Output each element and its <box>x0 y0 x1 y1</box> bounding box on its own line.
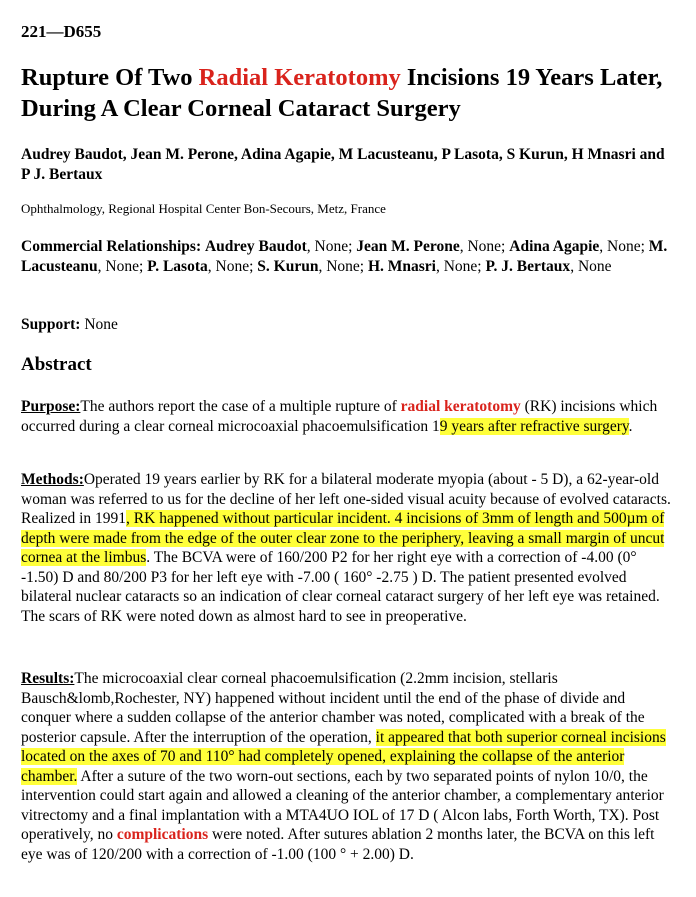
methods-paragraph <box>21 470 676 626</box>
cr-name: Audrey Baudot <box>204 238 307 255</box>
support-line <box>21 316 118 334</box>
support-label: Support: <box>21 316 81 333</box>
purpose-text: The authors report the case of a multiple rupture of <box>80 398 401 415</box>
cr-value: , None <box>570 258 612 275</box>
author-list: Audrey Baudot, Jean M. Perone, Adina Agapie, M Lacusteanu, P Lasota, S Kurun, H Mnasri and P J. Bertaux <box>21 146 665 183</box>
results-highlight: it appeared that both superior corneal incisions located on the axes of 70 and 110° had completely opened, explaining the collapse of the anterior chamber. <box>21 728 666 785</box>
cr-value: , None; <box>306 238 357 255</box>
commercial-label: Commercial Relationships: <box>21 238 202 255</box>
methods-text: . The BCVA were of 160/200 P2 for her right eye with a correction of -4.00 (0° -1.50) D and 80/200 P3 for her left eye with -7.00 ( 160° -2.75 ) D. The patient presented evolved bilateral nuclear cataracts so an indication of clear corneal cataract surgery of her left eye was retained. The scars of RK were noted down as almost hard to see in preoperative. <box>21 549 660 625</box>
purpose-text: . <box>628 417 633 435</box>
purpose-paragraph <box>21 397 676 436</box>
results-keyword: complications <box>116 826 209 843</box>
methods-label: Methods: <box>21 471 84 488</box>
support-value: None <box>80 316 118 333</box>
affiliation: Ophthalmology, Regional Hospital Center Bon-Secours, Metz, France <box>21 201 386 216</box>
abstract-heading: Abstract <box>21 354 92 375</box>
results-paragraph <box>21 669 676 864</box>
cr-value: , None; <box>97 258 148 275</box>
title-post: Incisions 19 Years Later, During A Clear Corneal Cataract Surgery <box>21 64 663 122</box>
cr-name: H. Mnasri <box>367 258 436 275</box>
cr-name: P. Lasota <box>147 258 208 275</box>
cr-name: M. Lacusteanu <box>21 238 668 275</box>
purpose-label: Purpose: <box>21 398 81 415</box>
cr-value: , None; <box>599 238 649 255</box>
commercial-relationships <box>21 237 673 277</box>
cr-name: Jean M. Perone <box>356 238 460 255</box>
paper-title <box>21 62 671 124</box>
results-text: were noted. After sutures ablation 2 months later, the BCVA on this left eye was of 120/200 with a correction of -1.00 (100 ° + 2.00) D. <box>21 826 655 863</box>
cr-name: S. Kurun <box>257 258 319 275</box>
title-pre: Rupture Of Two <box>21 64 199 91</box>
cr-name: Adina Agapie <box>509 238 600 255</box>
methods-text: Operated 19 years earlier by RK for a bilateral moderate myopia (about - 5 D), a 62-year-old woman was referred to us for the decline of her left one-sided visual acuity because of evolved cataracts. Realized in 1991 <box>21 471 671 527</box>
cr-value: , None; <box>435 258 486 275</box>
cr-value: , None; <box>459 238 510 255</box>
purpose-text: (RK) incisions which occurred during a clear corneal microcoaxial phacoemulsification 1 <box>21 398 658 435</box>
purpose-keyword: radial keratotomy <box>400 398 521 415</box>
results-label: Results: <box>21 670 75 687</box>
abstract-code: 221—D655 <box>21 22 102 41</box>
title-highlight: Radial Keratotomy <box>198 64 401 91</box>
cr-value: , None; <box>318 258 368 275</box>
results-text: The microcoaxial clear corneal phacoemulsification (2.2mm incision, stellaris Bausch&lomb,Rochester, NY) happened without incident until the end of the phase of divide and conquer where a sudden collapse of the anterior chamber was noted, complicated with a break of the posterior capsule. After the interruption of the operation, <box>21 670 645 746</box>
purpose-highlight: 9 years after refractive surgery <box>439 417 629 435</box>
methods-highlight: , RK happened without particular incident. 4 incisions of 3mm of length and 500µm of depth were made from the edge of the outer clear zone to the periphery, leaving a small margin of uncut cornea at the limbus <box>21 510 665 566</box>
results-text: After a suture of the two worn-out sections, each by two separated points of nylon 10/0, the intervention could start again and allowed a cleaning of the anterior chamber, a complementary anterior vitrectomy and a final implantation with a MTA4UO IOL of 17 D ( Alcon labs, Forth Worth, TX). Post operatively, no <box>21 767 664 843</box>
cr-name: P. J. Bertaux <box>485 258 571 275</box>
cr-value: , None; <box>207 258 258 275</box>
